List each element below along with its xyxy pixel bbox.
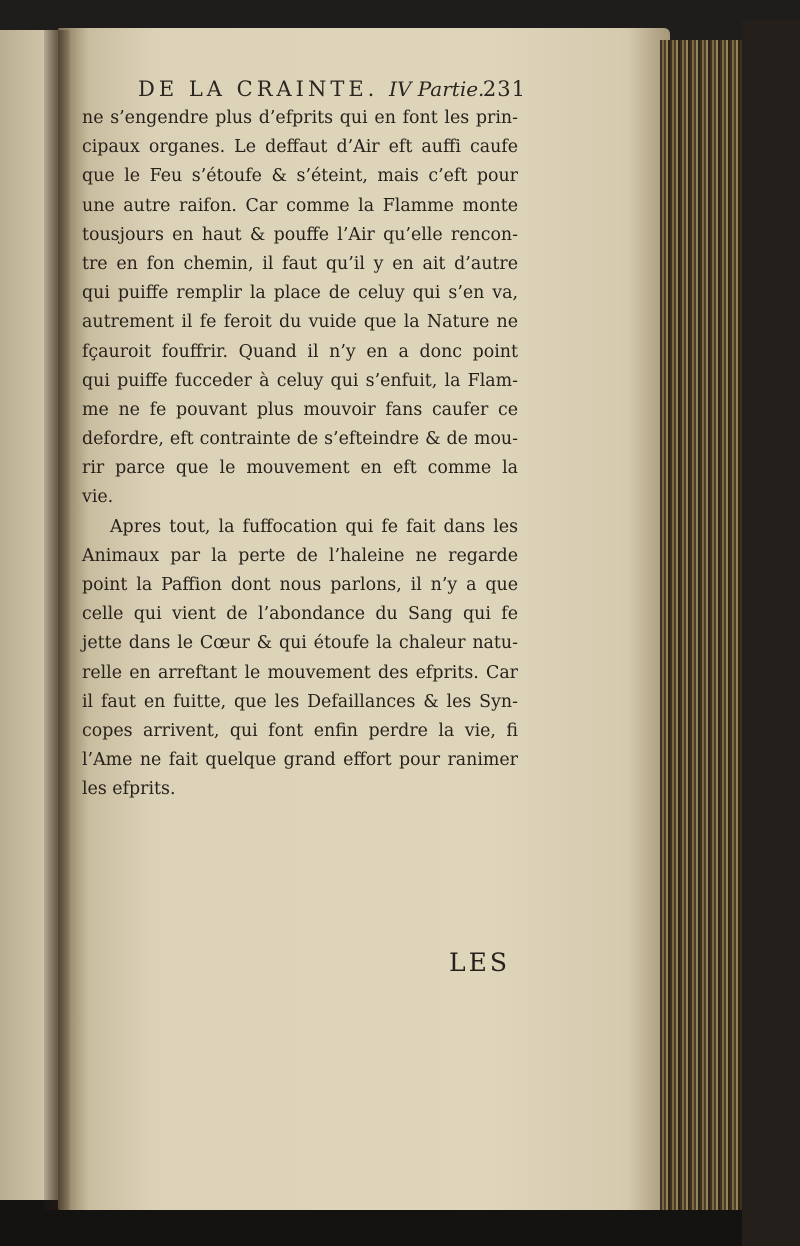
text-line: tre en fon chemin, il faut qu’il y en ait d’autre — [82, 253, 518, 274]
text-line: vie. — [82, 487, 114, 508]
text-line: defordre, eft contrainte de s’efteindre & de mou- — [82, 429, 518, 450]
book-cover-edge — [742, 20, 800, 1246]
body-text — [82, 104, 518, 805]
part-label: IV Partie. — [389, 77, 485, 101]
page-number: 231 — [482, 77, 526, 101]
text-line: Apres tout, la fuffocation qui fe fait dans les — [110, 516, 518, 537]
text-line: qui puiffe remplir la place de celuy qui s’en va, — [82, 283, 518, 304]
text-line: fçauroit fouffrir. Quand il n’y en a donc point — [82, 341, 518, 362]
text-line: qui puiffe fucceder à celuy qui s’enfuit, la Flam- — [82, 370, 518, 391]
text-line: autrement il fe feroit du vuide que la Nature ne — [82, 312, 518, 333]
text-line: jette dans le Cœur & qui étoufe la chaleur natu- — [82, 633, 518, 654]
text-line: il faut en fuitte, que les Defaillances & les Syn- — [82, 691, 518, 712]
text-line: rir parce que le mouvement en eft comme la — [82, 458, 518, 479]
text-line: relle en arreftant le mouvement des efprits. Car — [82, 662, 518, 683]
text-line: l’Ame ne fait quelque grand effort pour ranimer — [82, 750, 518, 771]
page-header — [138, 72, 526, 106]
text-line: les efprits. — [82, 779, 176, 800]
text-line: que le Feu s’étoufe & s’éteint, mais c’eft pour — [82, 166, 518, 187]
text-line: tousjours en haut & pouffe l’Air qu’elle rencon- — [82, 224, 518, 245]
text-line: celle qui vient de l’abondance du Sang qui fe — [82, 604, 518, 625]
text-line: cipaux organes. Le deffaut d’Air eft auffi caufe — [82, 137, 518, 158]
text-line: ne s’engendre plus d’efprits qui en font les prin- — [82, 108, 518, 128]
text-line: point la Paffion dont nous parlons, il n’y a que — [82, 575, 518, 595]
text-line: copes arrivent, qui font enfin perdre la vie, fi — [82, 720, 518, 741]
text-line: une autre raifon. Car comme la Flamme monte — [82, 195, 518, 216]
text-line: me ne fe pouvant plus mouvoir fans caufer ce — [82, 399, 518, 420]
catchword: LES — [449, 948, 510, 977]
gutter-shadow — [44, 30, 70, 1210]
page-fore-edge — [660, 40, 742, 1210]
running-title: DE LA CRAINTE. IV Partie. — [138, 77, 485, 101]
text-line: Animaux par la perte de l’haleine ne regarde — [82, 545, 518, 566]
